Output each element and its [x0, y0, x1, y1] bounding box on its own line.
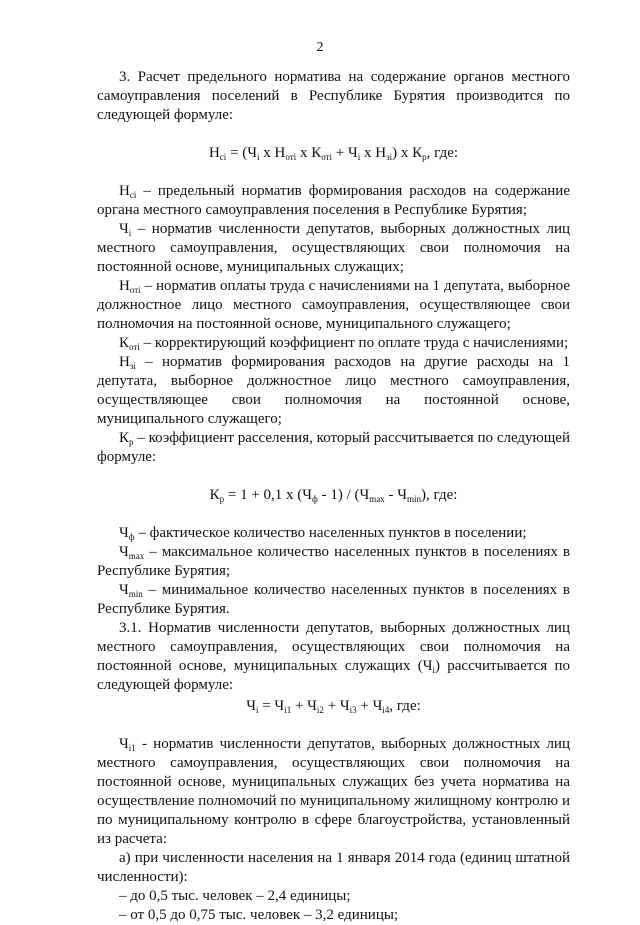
page-number: 2	[316, 40, 324, 55]
definition-noti: $Н_{отi}$ – норматив оплаты труда с начислениями на 1 депутата, выборное должностное лицо местного самоуправления, осуществляющее свои полномочия на постоянной основе, муниципального служащего;	[97, 278, 570, 332]
definition-chi1: $Ч_{i1}$ - норматив численности депутатов, выборных должностных лиц местного самоуправления, осуществляющих свои полномочия на постоянной основе, муниципальных служащих без учета норматива на осуществление полномочий по муниципальному жилищному контролю и по муниципальному контролю в сфере благоустройства, установленный из расчета:	[97, 736, 570, 847]
formula-chi: $Ч_i = Ч_{i1} + Ч_{i2} + Ч_{i3} + Ч_{i4}$, где:	[246, 698, 421, 715]
list-item: – от 0,5 до 0,75 тыс. человек – 3,2 единицы;	[119, 907, 399, 923]
item-a: а) при численности населения на 1 января 2014 года (единиц штатной численности):	[97, 850, 570, 885]
section-3-intro: 3. Расчет предельного норматива на содержание органов местного самоуправления поселений в Республике Бурятия производится по следующей формуле:	[97, 69, 570, 123]
list-item: – до 0,5 тыс. человек – 2,4 единицы;	[119, 888, 351, 904]
definition-chmin: $Ч_{min}$ – минимальное количество населенных пунктов в поселениях в Республике Бурятия.	[97, 582, 570, 617]
definition-chf: $Ч_ф$ – фактическое количество населенных пунктов в поселении;	[119, 525, 527, 542]
section-3-1-intro: 3.1. Норматив численности депутатов, выборных должностных лиц местного самоуправления, осуществляющих свои полномочия на постоянной основе, муниципальных служащих $(Ч_i)$ рассчитывается по следующей формуле:	[97, 620, 570, 693]
definition-chi: $Ч_i$ – норматив численности депутатов, выборных должностных лиц местного самоуправления, осуществляющих свои полномочия на постоянной основе, муниципальных служащих;	[97, 221, 570, 275]
formula-nci: $Н_{сi} = (Ч_i$ х $Н_{отi}$ х $К_{отi} + Ч_i$ х $Н_{зi}$) х $К_р$, где:	[208, 145, 459, 162]
definition-nzi: $Н_{зi}$ – норматив формирования расходов на другие расходы на 1 депутата, выборное должностное лицо местного самоуправления, осуществляющее свои полномочия на постоянной основе, муниципального служащего;	[97, 354, 570, 427]
document-body	[97, 68, 570, 925]
definition-kr: $К_р$ – коэффициент расселения, который рассчитывается по следующей формуле:	[97, 430, 570, 465]
definition-koti: $К_{отi}$ – корректирующий коэффициент по оплате труда с начислениями;	[119, 335, 569, 352]
formula-kr: $К_р = 1 + 0,1$ х $(Ч_ф - 1) / (Ч_{max} - Ч_{min})$, где:	[209, 487, 458, 504]
definition-chmax: $Ч_{max}$ – максимальное количество населенных пунктов в поселениях в Республике Бурятия;	[97, 544, 570, 579]
definition-nci: $Н_{сi}$ – предельный норматив формирования расходов на содержание органа местного самоуправления поселения в Республике Бурятия;	[97, 183, 570, 218]
